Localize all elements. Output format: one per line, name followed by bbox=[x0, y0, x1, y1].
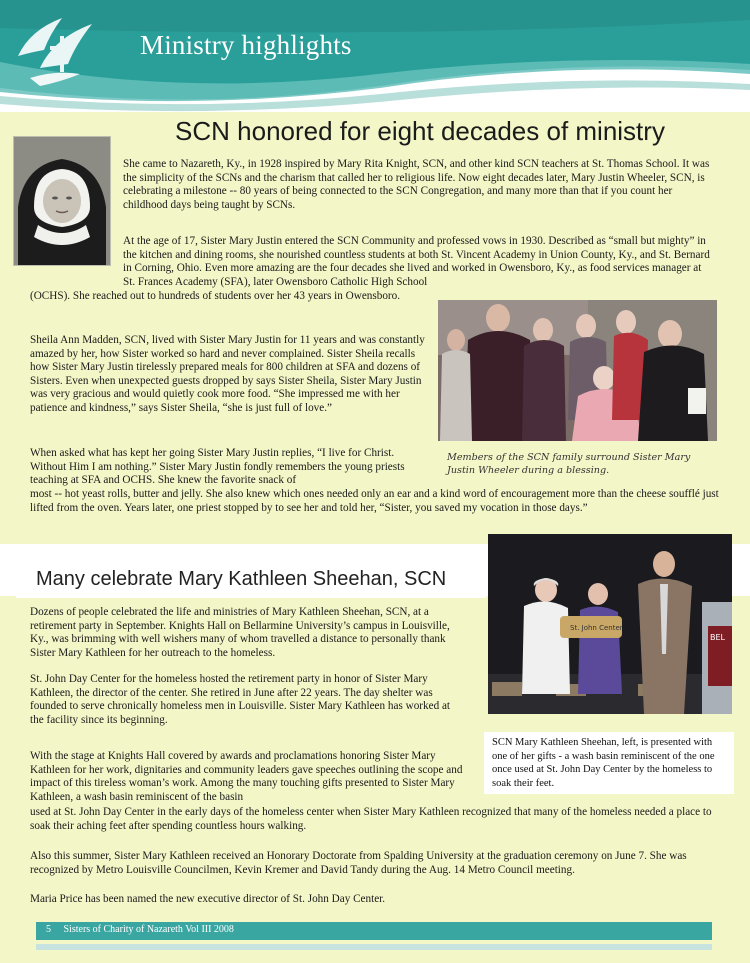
footer-accent-line bbox=[36, 944, 712, 950]
footer-text bbox=[46, 924, 234, 935]
blessing-photo-caption: Members of the SCN family surround Sister Mary Justin Wheeler during a blessing. bbox=[447, 452, 691, 476]
article2-paragraph-3: With the stage at Knights Hall covered by awards and proclamations honoring Sister Mary Kathleen for her work, dignitaries and community leaders gave speeches outlining the scope and impact of this tireless woman’s work. Among the many touching gifts presented to Sister Mary Kathleen, a wash basin reminiscent of the basin bbox=[30, 750, 463, 803]
article2-headline: Many celebrate Mary Kathleen Sheehan, SCN bbox=[16, 560, 486, 598]
basin-sign-text: St. John Center bbox=[570, 624, 623, 632]
article2-paragraph-4: Also this summer, Sister Mary Kathleen received an Honorary Doctorate from Spalding University at the graduation ceremony on June 7. She was recognized by Metro Louisville Councilmen, Kevin Kremer and David Tandy during the Aug. 14 Metro Council meeting. bbox=[30, 850, 687, 876]
section-title: Ministry highlights bbox=[140, 30, 352, 60]
article1-paragraph-4-continued: most -- hot yeast rolls, butter and jelly. She also knew which ones needed only an ear and a kind word of encouragement more than the cheese soufflé just lifted from the oven. Years later, one priest stopped by to see her and told her, “Sister, you saved my vocation in those days.” bbox=[30, 488, 719, 514]
article1-paragraph-1: She came to Nazareth, Ky., in 1928 inspired by Mary Rita Knight, SCN, and other kind SCN teachers at St. Thomas School. It was the simplicity of the SCNs and the charism that called her to religious life. Now eight decades later, Mary Justin Wheeler, SCN, is celebrating a milestone -- 80 years of being connected to the SCN Congregation, and many more than that if you count her childhood days being taught by SCNs. bbox=[123, 158, 710, 211]
sister-portrait-photo bbox=[13, 136, 111, 266]
scn-logo-icon bbox=[10, 8, 110, 90]
article-headline: SCN honored for eight decades of ministry bbox=[175, 116, 665, 146]
publication-info: Sisters of Charity of Nazareth Vol III 2008 bbox=[63, 924, 234, 935]
podium-text: BEL bbox=[710, 633, 725, 642]
article1-paragraph-4: When asked what has kept her going Sister Mary Justin replies, “I live for Christ. Without Him I am nothing.” Sister Mary Justin fondly remembers the young priests teaching at SFA and OCHS. She knew the favorite snack of bbox=[30, 447, 405, 487]
article1-paragraph-2: At the age of 17, Sister Mary Justin entered the SCN Community and professed vows in 1930. Described as “small but mighty” in the kitchen and dining rooms, she nourished countless students at both St. Vincent Academy in Union County, Ky., and St. Bernard in Corning, Ohio. Even more amazing are the four decades she lived and worked in Owensboro, Ky., as food services manager at St. Frances Academy (SFA), later Owensboro Catholic High School bbox=[123, 235, 710, 288]
page-number: 5 bbox=[46, 924, 51, 935]
article2-paragraph-3-continued: used at St. John Day Center in the early days of the homeless center when Sister Mary Kathleen recognized that many of the homeless needed a place to soak their aching feet after spending countless hours walking. bbox=[30, 806, 712, 832]
article2-paragraph-1: Dozens of people celebrated the life and ministries of Mary Kathleen Sheehan, SCN, at a retirement party in September. Knights Hall on Bellarmine University’s campus in Louisville, Ky., was brimming with well wishers many of whom travelled a distance to personally thank Sister Mary Kathleen for her outreach to the homeless. bbox=[30, 606, 450, 659]
article1-paragraph-2-continued: (OCHS). She reached out to hundreds of students over her 43 years in Owensboro. bbox=[30, 290, 401, 302]
retirement-photo-caption: SCN Mary Kathleen Sheehan, left, is presented with one of her gifts - a wash basin reminiscent of the one once used at St. John Day Center by the homeless to soak their feet. bbox=[484, 732, 734, 794]
masthead-banner bbox=[0, 0, 750, 112]
blessing-photo bbox=[438, 300, 717, 441]
article1-paragraph-3: Sheila Ann Madden, SCN, lived with Sister Mary Justin for 11 years and was constantly amazed by her, how Sister worked so hard and never complained. Sister Sheila recalls how Sister Mary Justin tirelessly prepared meals for 800 children at SFA and dozens of Sisters. Even when unexpected guests dropped by says Sister Sheila, Sister Mary Justin was very gracious and would quietly cook more food. “She impressed me with her patience and kindness,” says Sister Sheila, “she is just full of love.” bbox=[30, 334, 425, 414]
article2-paragraph-5: Maria Price has been named the new executive director of St. John Day Center. bbox=[30, 893, 386, 905]
article2-paragraph-2: St. John Day Center for the homeless hosted the retirement party in honor of Sister Mary Kathleen, the director of the center. She retired in June after 22 years. The day shelter was founded to serve chronically homeless men in Louisville. Sister Mary Kathleen has worked at the facility since its beginning. bbox=[30, 673, 451, 726]
retirement-party-photo bbox=[488, 534, 732, 714]
